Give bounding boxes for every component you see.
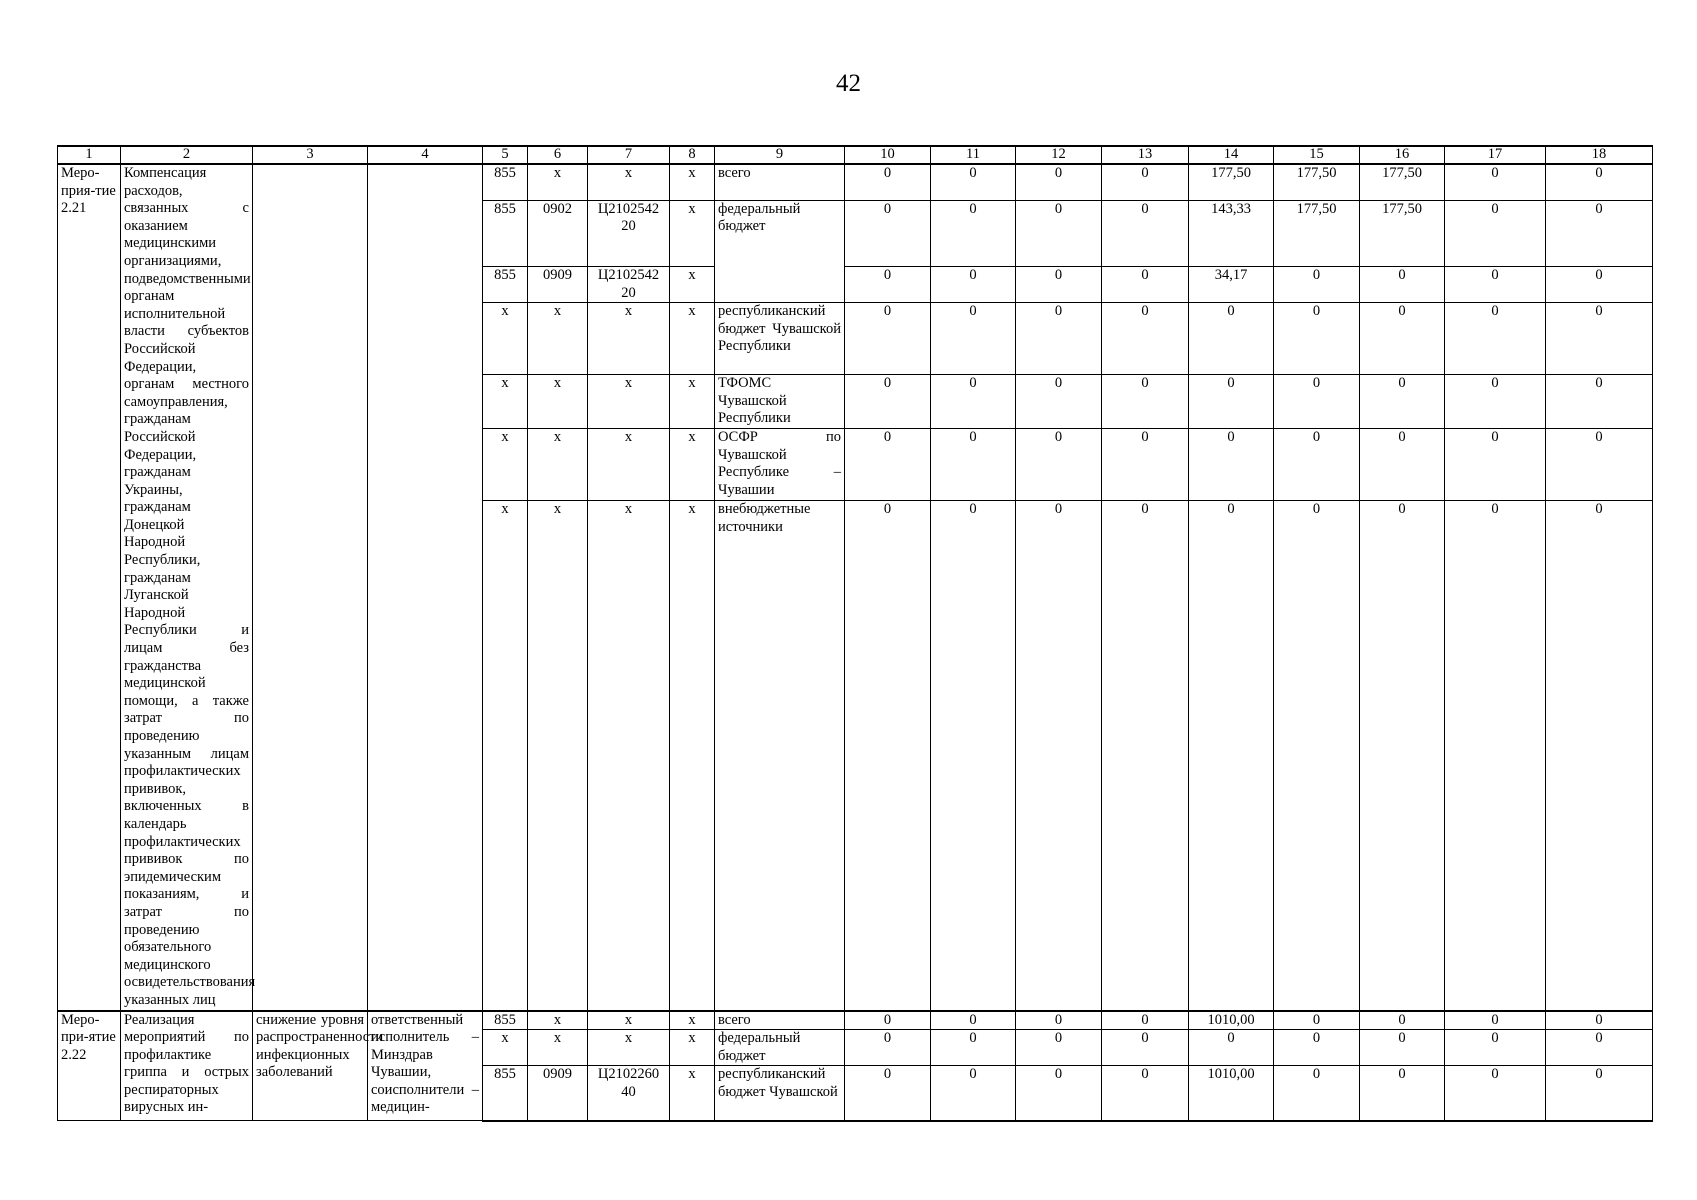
year-value: 0 <box>1445 200 1546 267</box>
grbs-code: х <box>483 429 528 501</box>
year-value: 0 <box>1274 1011 1360 1030</box>
target-article-code: х <box>588 501 670 1011</box>
year-value: 0 <box>1360 1011 1445 1030</box>
target-article-code: х <box>588 1030 670 1066</box>
column-header-9: 9 <box>715 146 845 164</box>
target-article-code: х <box>588 375 670 429</box>
year-value: 0 <box>1546 164 1653 200</box>
year-value: 0 <box>1360 267 1445 303</box>
responsible-executor <box>368 164 483 1011</box>
year-value: 0 <box>1274 267 1360 303</box>
year-value: 0 <box>1360 501 1445 1011</box>
table-body <box>58 146 1653 1121</box>
year-value: 0 <box>1445 164 1546 200</box>
section-code: х <box>528 429 588 501</box>
column-header-18: 18 <box>1546 146 1653 164</box>
grbs-code: х <box>483 1030 528 1066</box>
target-article-code: Ц2102542 20 <box>588 200 670 267</box>
year-value: 0 <box>1102 375 1189 429</box>
target-indicator: снижение уровня распространенности инфекционных заболеваний <box>253 1011 368 1121</box>
table-row <box>58 1011 1653 1030</box>
year-value: 0 <box>931 501 1016 1011</box>
year-value: 0 <box>1546 1011 1653 1030</box>
year-value: 0 <box>1546 303 1653 375</box>
year-value: 0 <box>931 1011 1016 1030</box>
year-value: 0 <box>1189 375 1274 429</box>
funding-source: федеральный бюджет <box>715 200 845 303</box>
year-value: 0 <box>1360 303 1445 375</box>
year-value: 0 <box>931 1066 1016 1121</box>
year-value: 34,17 <box>1189 267 1274 303</box>
year-value: 0 <box>1445 501 1546 1011</box>
year-value: 0 <box>1016 375 1102 429</box>
year-value: 0 <box>1189 303 1274 375</box>
measure-title: Компенсация расходов, связанных с оказанием медицинскими организациями, подведомственными органам исполнительной власти субъектов Российской Федерации, органам местного самоуправления, гражданам Российской Федерации, гражданам Украины, гражданам Донецкой Народной Республики, гражданам Луганской Народной Республики и лицам без гражданства медицинской помощи, а также затрат по проведению указанным лицам профилактических прививок, включенных в календарь профилактических прививок по эпидемическим показаниям, и затрат по проведению обязательного медицинского освидетельствования указанных лиц <box>121 164 253 1011</box>
column-header-5: 5 <box>483 146 528 164</box>
target-article-code: х <box>588 303 670 375</box>
section-code: х <box>528 1030 588 1066</box>
column-header-1: 1 <box>58 146 121 164</box>
section-code: х <box>528 303 588 375</box>
year-value: 0 <box>845 200 931 267</box>
year-value: 177,50 <box>1360 164 1445 200</box>
column-header-13: 13 <box>1102 146 1189 164</box>
year-value: 177,50 <box>1360 200 1445 267</box>
measure-code: Меро-при-ятие 2.22 <box>58 1011 121 1121</box>
year-value: 0 <box>1189 501 1274 1011</box>
year-value: 0 <box>1102 1030 1189 1066</box>
expense-type-code: х <box>670 200 715 267</box>
target-article-code: х <box>588 164 670 200</box>
target-article-code: Ц2102260 40 <box>588 1066 670 1121</box>
year-value: 0 <box>845 303 931 375</box>
year-value: 0 <box>1546 375 1653 429</box>
year-value: 177,50 <box>1189 164 1274 200</box>
year-value: 177,50 <box>1274 164 1360 200</box>
funding-source: республиканский бюджет Чувашской Республики <box>715 303 845 375</box>
year-value: 0 <box>1445 1030 1546 1066</box>
funding-source: федеральный бюджет <box>715 1030 845 1066</box>
year-value: 0 <box>1102 164 1189 200</box>
year-value: 0 <box>1546 501 1653 1011</box>
year-value: 0 <box>845 267 931 303</box>
year-value: 0 <box>931 375 1016 429</box>
grbs-code: 855 <box>483 200 528 267</box>
year-value: 177,50 <box>1274 200 1360 267</box>
expense-type-code: х <box>670 1011 715 1030</box>
year-value: 0 <box>1445 1066 1546 1121</box>
target-article-code: Ц2102542 20 <box>588 267 670 303</box>
funding-source: республиканский бюджет Чувашской <box>715 1066 845 1121</box>
year-value: 0 <box>1445 1011 1546 1030</box>
page-number: 42 <box>836 70 861 97</box>
year-value: 0 <box>1189 1030 1274 1066</box>
grbs-code: х <box>483 375 528 429</box>
year-value: 0 <box>1016 200 1102 267</box>
grbs-code: х <box>483 501 528 1011</box>
year-value: 0 <box>1274 1030 1360 1066</box>
section-code: 0909 <box>528 267 588 303</box>
year-value: 0 <box>1016 429 1102 501</box>
year-value: 0 <box>845 1066 931 1121</box>
expense-type-code: х <box>670 164 715 200</box>
year-value: 0 <box>1274 429 1360 501</box>
grbs-code: 855 <box>483 1066 528 1121</box>
column-header-16: 16 <box>1360 146 1445 164</box>
year-value: 0 <box>845 1011 931 1030</box>
column-header-12: 12 <box>1016 146 1102 164</box>
year-value: 0 <box>1445 267 1546 303</box>
year-value: 0 <box>1016 1011 1102 1030</box>
column-header-15: 15 <box>1274 146 1360 164</box>
column-header-4: 4 <box>368 146 483 164</box>
section-code: х <box>528 375 588 429</box>
expense-type-code: х <box>670 267 715 303</box>
expense-type-code: х <box>670 1030 715 1066</box>
funding-source: ТФОМС Чувашской Республики <box>715 375 845 429</box>
column-header-3: 3 <box>253 146 368 164</box>
section-code: х <box>528 1011 588 1030</box>
year-value: 0 <box>1546 200 1653 267</box>
column-header-2: 2 <box>121 146 253 164</box>
grbs-code: 855 <box>483 267 528 303</box>
expense-type-code: х <box>670 429 715 501</box>
year-value: 1010,00 <box>1189 1011 1274 1030</box>
column-header-14: 14 <box>1189 146 1274 164</box>
year-value: 0 <box>931 1030 1016 1066</box>
year-value: 0 <box>931 303 1016 375</box>
year-value: 0 <box>1102 267 1189 303</box>
grbs-code: 855 <box>483 1011 528 1030</box>
year-value: 0 <box>1016 164 1102 200</box>
year-value: 0 <box>1274 375 1360 429</box>
year-value: 0 <box>1546 1066 1653 1121</box>
year-value: 0 <box>1360 429 1445 501</box>
header-row <box>58 146 1653 164</box>
grbs-code: х <box>483 303 528 375</box>
year-value: 0 <box>931 429 1016 501</box>
table-row <box>58 164 1653 200</box>
target-article-code: х <box>588 1011 670 1030</box>
year-value: 0 <box>1102 429 1189 501</box>
year-value: 0 <box>1274 1066 1360 1121</box>
year-value: 0 <box>1016 1066 1102 1121</box>
year-value: 0 <box>845 429 931 501</box>
column-header-8: 8 <box>670 146 715 164</box>
target-article-code: х <box>588 429 670 501</box>
year-value: 0 <box>1360 1030 1445 1066</box>
year-value: 0 <box>845 375 931 429</box>
year-value: 0 <box>931 200 1016 267</box>
column-header-7: 7 <box>588 146 670 164</box>
year-value: 0 <box>1546 1030 1653 1066</box>
expense-type-code: х <box>670 303 715 375</box>
year-value: 0 <box>1102 200 1189 267</box>
measure-title: Реализация мероприятий по профилактике гриппа и острых респираторных вирусных ин- <box>121 1011 253 1121</box>
column-header-6: 6 <box>528 146 588 164</box>
year-value: 0 <box>1274 303 1360 375</box>
funding-source: всего <box>715 1011 845 1030</box>
year-value: 0 <box>931 267 1016 303</box>
funding-source: ОСФР по Чувашской Республике – Чувашии <box>715 429 845 501</box>
year-value: 0 <box>1102 1066 1189 1121</box>
responsible-executor: ответственный исполнитель – Минздрав Чувашии, соисполнители – медицин- <box>368 1011 483 1121</box>
expense-type-code: х <box>670 501 715 1011</box>
year-value: 0 <box>1445 303 1546 375</box>
column-header-17: 17 <box>1445 146 1546 164</box>
expense-type-code: х <box>670 375 715 429</box>
section-code: 0909 <box>528 1066 588 1121</box>
year-value: 0 <box>1445 429 1546 501</box>
year-value: 0 <box>1546 429 1653 501</box>
year-value: 0 <box>1016 267 1102 303</box>
funding-source: внебюджетные источники <box>715 501 845 1011</box>
measure-code: Меро-прия-тие 2.21 <box>58 164 121 1011</box>
column-header-11: 11 <box>931 146 1016 164</box>
year-value: 0 <box>1360 1066 1445 1121</box>
grbs-code: 855 <box>483 164 528 200</box>
year-value: 0 <box>1102 1011 1189 1030</box>
year-value: 0 <box>1016 1030 1102 1066</box>
year-value: 0 <box>845 1030 931 1066</box>
year-value: 0 <box>845 501 931 1011</box>
year-value: 0 <box>1102 303 1189 375</box>
year-value: 143,33 <box>1189 200 1274 267</box>
expense-type-code: х <box>670 1066 715 1121</box>
year-value: 1010,00 <box>1189 1066 1274 1121</box>
year-value: 0 <box>931 164 1016 200</box>
year-value: 0 <box>1102 501 1189 1011</box>
year-value: 0 <box>1016 501 1102 1011</box>
budget-table <box>57 145 1653 1122</box>
year-value: 0 <box>1016 303 1102 375</box>
year-value: 0 <box>1189 429 1274 501</box>
column-header-10: 10 <box>845 146 931 164</box>
year-value: 0 <box>1546 267 1653 303</box>
section-code: х <box>528 501 588 1011</box>
year-value: 0 <box>1360 375 1445 429</box>
year-value: 0 <box>845 164 931 200</box>
target-indicator <box>253 164 368 1011</box>
year-value: 0 <box>1445 375 1546 429</box>
funding-source: всего <box>715 164 845 200</box>
year-value: 0 <box>1274 501 1360 1011</box>
section-code: х <box>528 164 588 200</box>
section-code: 0902 <box>528 200 588 267</box>
